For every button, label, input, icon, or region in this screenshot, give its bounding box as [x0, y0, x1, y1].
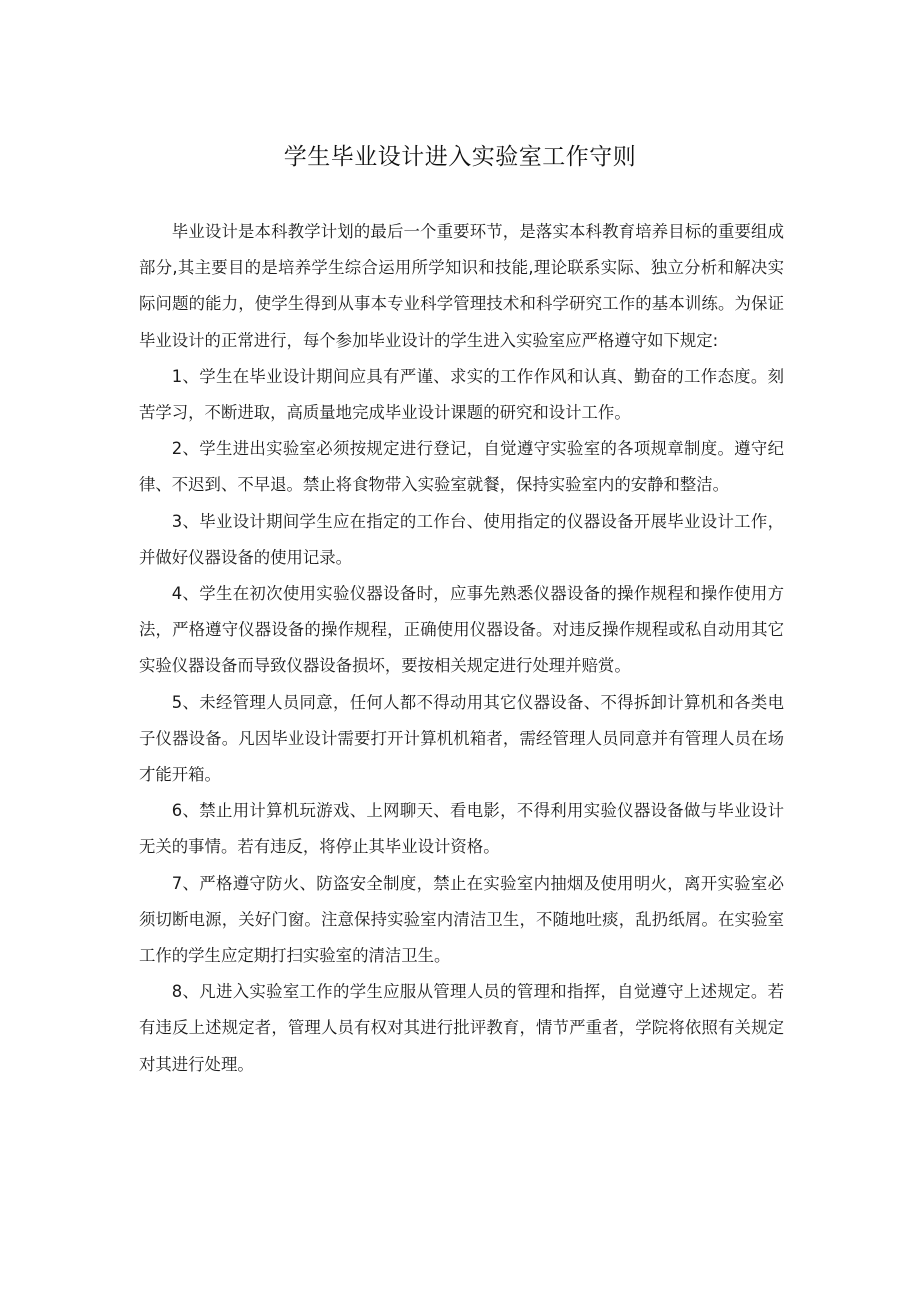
rule-paragraph: 1、学生在毕业设计期间应具有严谨、求实的工作作风和认真、勤奋的工作态度。刻苦学习，不断进取，高质量地完成毕业设计课题的研究和设计工作。: [139, 366, 784, 423]
rule-paragraph: 7、严格遵守防火、防盗安全制度，禁止在实验室内抽烟及使用明火，离开实验室必须切断电源，关好门窗。注意保持实验室内清洁卫生，不随地吐痰，乱扔纸屑。在实验室工作的学生应定期打扫实验室的清洁卫生。: [139, 873, 784, 966]
rule-paragraph: 3、毕业设计期间学生应在指定的工作台、使用指定的仪器设备开展毕业设计工作，并做好仪器设备的使用记录。: [139, 511, 784, 567]
document-body: [139, 214, 784, 1083]
intro-paragraph: 毕业设计是本科教学计划的最后一个重要环节，是落实本科教育培养目标的重要组成部分,其主要目的是培养学生综合运用所学知识和技能,理论联系实际、独立分析和解决实际问题的能力，使学生得到从事本专业科学管理技术和科学研究工作的基本训练。为保证毕业设计的正常进行，每个参加毕业设计的学生进入实验室应严格遵守如下规定:: [139, 222, 784, 350]
rule-paragraph: 2、学生进出实验室必须按规定进行登记，自觉遵守实验室的各项规章制度。遵守纪律、不迟到、不早退。禁止将食物带入实验室就餐，保持实验室内的安静和整洁。: [139, 439, 784, 495]
rule-paragraph: 6、禁止用计算机玩游戏、上网聊天、看电影，不得利用实验仪器设备做与毕业设计无关的事情。若有违反，将停止其毕业设计资格。: [139, 801, 784, 857]
rule-paragraph: 4、学生在初次使用实验仪器设备时，应事先熟悉仪器设备的操作规程和操作使用方法，严格遵守仪器设备的操作规程，正确使用仪器设备。对违反操作规程或私自动用其它实验仪器设备而导致仪器设备损坏，要按相关规定进行处理并赔赏。: [139, 584, 784, 676]
rule-paragraph: 5、未经管理人员同意，任何人都不得动用其它仪器设备、不得拆卸计算机和各类电子仪器设备。凡因毕业设计需要打开计算机机箱者，需经管理人员同意并有管理人员在场才能开箱。: [139, 692, 784, 785]
document-title: 学生毕业设计进入实验室工作守则: [283, 144, 637, 170]
rule-paragraph: 8、凡进入实验室工作的学生应服从管理人员的管理和指挥，自觉遵守上述规定。若有违反上述规定者，管理人员有权对其进行批评教育，情节严重者，学院将依照有关规定对其进行处理。: [139, 982, 784, 1074]
